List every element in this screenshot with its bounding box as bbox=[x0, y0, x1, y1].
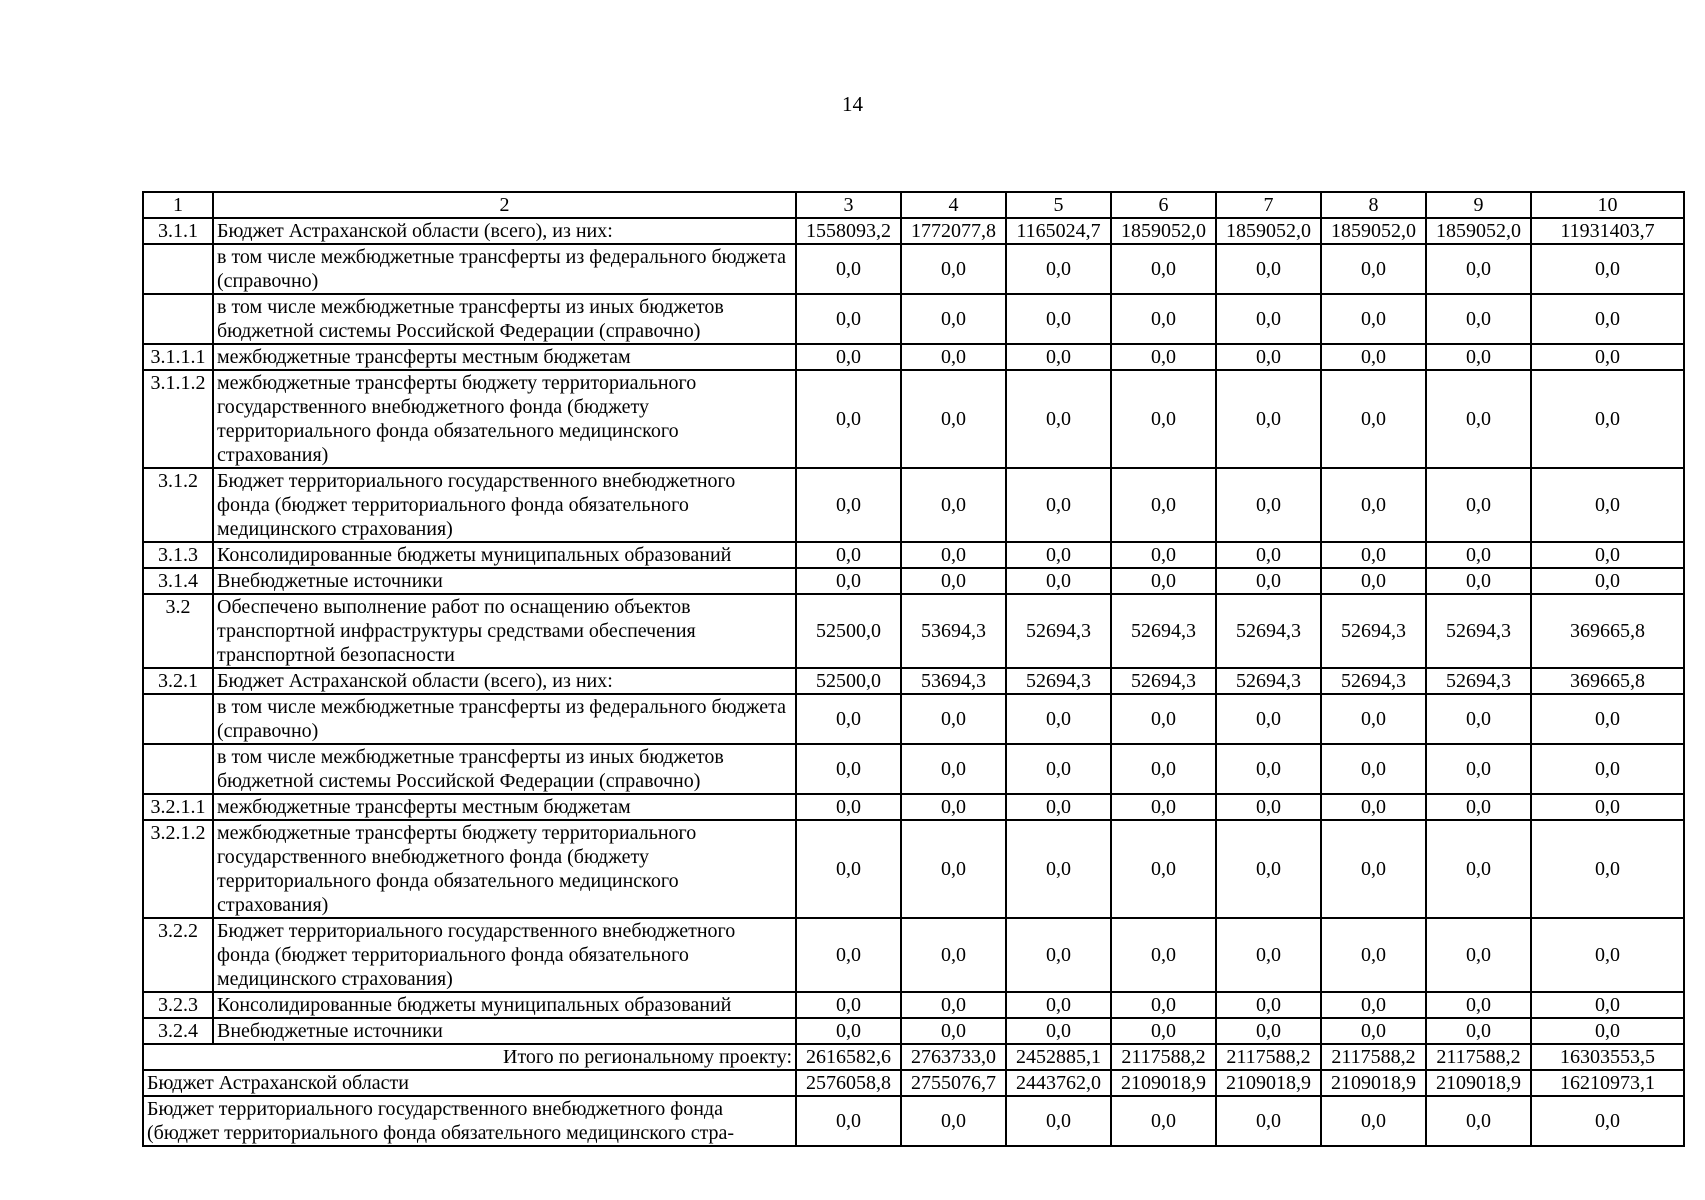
value-cell: 1859052,0 bbox=[1426, 218, 1531, 244]
value-cell: 0,0 bbox=[1321, 1018, 1426, 1044]
value-cell: 52694,3 bbox=[1216, 668, 1321, 694]
value-cell: 0,0 bbox=[1006, 794, 1111, 820]
header-cell: 9 bbox=[1426, 192, 1531, 218]
value-cell: 2443762,0 bbox=[1006, 1070, 1111, 1096]
row-name: в том числе межбюджетные трансферты из иных бюджетов бюджетной системы Российской Федерации (справочно) bbox=[213, 294, 796, 344]
value-cell: 0,0 bbox=[1111, 468, 1216, 542]
value-cell: 0,0 bbox=[1321, 820, 1426, 918]
totals-label: Итого по региональному проекту: bbox=[143, 1044, 796, 1070]
value-cell: 0,0 bbox=[901, 468, 1006, 542]
value-cell: 0,0 bbox=[1531, 992, 1684, 1018]
row-name: межбюджетные трансферты бюджету территориального государственного внебюджетного фонда (бюджету территориального фонда обязательного медицинского страхования) bbox=[213, 370, 796, 468]
value-cell: 0,0 bbox=[1321, 992, 1426, 1018]
value-cell: 0,0 bbox=[796, 468, 901, 542]
header-row bbox=[143, 192, 1684, 218]
totals-label: Бюджет территориального государственного внебюджетного фонда (бюджет территориального фонда обязательного медицинского стра- bbox=[143, 1096, 796, 1146]
row-number: 3.1.2 bbox=[143, 468, 213, 542]
value-cell: 369665,8 bbox=[1531, 668, 1684, 694]
table-row bbox=[143, 542, 1684, 568]
value-cell: 0,0 bbox=[1531, 344, 1684, 370]
page-number: 14 bbox=[842, 92, 863, 116]
value-cell: 0,0 bbox=[796, 744, 901, 794]
value-cell: 2109018,9 bbox=[1321, 1070, 1426, 1096]
row-name: в том числе межбюджетные трансферты из федерального бюджета (справочно) bbox=[213, 694, 796, 744]
value-cell: 0,0 bbox=[1111, 294, 1216, 344]
row-number: 3.2.1.2 bbox=[143, 820, 213, 918]
value-cell: 16210973,1 bbox=[1531, 1070, 1684, 1096]
table-row bbox=[143, 918, 1684, 992]
value-cell: 0,0 bbox=[1216, 1096, 1321, 1146]
value-cell: 0,0 bbox=[901, 344, 1006, 370]
value-cell: 0,0 bbox=[1111, 1018, 1216, 1044]
value-cell: 0,0 bbox=[1111, 992, 1216, 1018]
value-cell: 0,0 bbox=[1426, 344, 1531, 370]
value-cell: 0,0 bbox=[1216, 468, 1321, 542]
value-cell: 0,0 bbox=[1321, 294, 1426, 344]
value-cell: 0,0 bbox=[1111, 344, 1216, 370]
value-cell: 0,0 bbox=[796, 992, 901, 1018]
table-row bbox=[143, 294, 1684, 344]
value-cell: 0,0 bbox=[1006, 468, 1111, 542]
value-cell: 0,0 bbox=[1321, 568, 1426, 594]
value-cell: 52500,0 bbox=[796, 594, 901, 668]
value-cell: 0,0 bbox=[1111, 694, 1216, 744]
value-cell: 2117588,2 bbox=[1216, 1044, 1321, 1070]
value-cell: 0,0 bbox=[1531, 542, 1684, 568]
row-name: Обеспечено выполнение работ по оснащению объектов транспортной инфраструктуры средствами обеспечения транспортной безопасности bbox=[213, 594, 796, 668]
value-cell: 0,0 bbox=[1216, 694, 1321, 744]
value-cell: 0,0 bbox=[1111, 1096, 1216, 1146]
table-row bbox=[143, 468, 1684, 542]
header-cell: 3 bbox=[796, 192, 901, 218]
totals-row bbox=[143, 1096, 1684, 1146]
value-cell: 0,0 bbox=[901, 794, 1006, 820]
header-cell: 2 bbox=[213, 192, 796, 218]
value-cell: 0,0 bbox=[901, 244, 1006, 294]
value-cell: 0,0 bbox=[1006, 244, 1111, 294]
row-name: в том числе межбюджетные трансферты из иных бюджетов бюджетной системы Российской Федерации (справочно) bbox=[213, 744, 796, 794]
row-name: межбюджетные трансферты бюджету территориального государственного внебюджетного фонда (бюджету территориального фонда обязательного медицинского страхования) bbox=[213, 820, 796, 918]
value-cell: 52694,3 bbox=[1006, 594, 1111, 668]
value-cell: 0,0 bbox=[1321, 468, 1426, 542]
value-cell: 0,0 bbox=[1531, 568, 1684, 594]
value-cell: 2117588,2 bbox=[1321, 1044, 1426, 1070]
value-cell: 52694,3 bbox=[1111, 668, 1216, 694]
value-cell: 369665,8 bbox=[1531, 594, 1684, 668]
value-cell: 0,0 bbox=[1321, 794, 1426, 820]
value-cell: 0,0 bbox=[1006, 918, 1111, 992]
table-row bbox=[143, 568, 1684, 594]
value-cell: 0,0 bbox=[1426, 992, 1531, 1018]
value-cell: 0,0 bbox=[1426, 694, 1531, 744]
value-cell: 0,0 bbox=[1006, 344, 1111, 370]
value-cell: 16303553,5 bbox=[1531, 1044, 1684, 1070]
header-cell: 1 bbox=[143, 192, 213, 218]
value-cell: 0,0 bbox=[796, 1018, 901, 1044]
value-cell: 0,0 bbox=[796, 568, 901, 594]
value-cell: 0,0 bbox=[1321, 344, 1426, 370]
value-cell: 0,0 bbox=[796, 542, 901, 568]
totals-row bbox=[143, 1044, 1684, 1070]
value-cell: 52694,3 bbox=[1006, 668, 1111, 694]
value-cell: 0,0 bbox=[796, 694, 901, 744]
value-cell: 0,0 bbox=[1006, 1096, 1111, 1146]
value-cell: 0,0 bbox=[901, 744, 1006, 794]
value-cell: 0,0 bbox=[1531, 1018, 1684, 1044]
table-row bbox=[143, 820, 1684, 918]
row-name: Бюджет Астраханской области (всего), из них: bbox=[213, 668, 796, 694]
value-cell: 0,0 bbox=[1426, 370, 1531, 468]
row-number: 3.1.1 bbox=[143, 218, 213, 244]
value-cell: 0,0 bbox=[1216, 992, 1321, 1018]
table-row bbox=[143, 794, 1684, 820]
value-cell: 2616582,6 bbox=[796, 1044, 901, 1070]
row-number: 3.2.3 bbox=[143, 992, 213, 1018]
value-cell: 0,0 bbox=[1531, 244, 1684, 294]
value-cell: 0,0 bbox=[1006, 744, 1111, 794]
header-cell: 6 bbox=[1111, 192, 1216, 218]
value-cell: 0,0 bbox=[1216, 744, 1321, 794]
value-cell: 0,0 bbox=[796, 244, 901, 294]
value-cell: 0,0 bbox=[1531, 1096, 1684, 1146]
value-cell: 0,0 bbox=[1216, 344, 1321, 370]
table-row bbox=[143, 594, 1684, 668]
row-number: 3.2.2 bbox=[143, 918, 213, 992]
value-cell: 53694,3 bbox=[901, 668, 1006, 694]
value-cell: 0,0 bbox=[1531, 918, 1684, 992]
value-cell: 2763733,0 bbox=[901, 1044, 1006, 1070]
row-name: Бюджет Астраханской области (всего), из них: bbox=[213, 218, 796, 244]
row-number bbox=[143, 244, 213, 294]
value-cell: 0,0 bbox=[1216, 794, 1321, 820]
value-cell: 0,0 bbox=[1216, 370, 1321, 468]
value-cell: 0,0 bbox=[1531, 468, 1684, 542]
value-cell: 0,0 bbox=[1111, 820, 1216, 918]
header-cell: 5 bbox=[1006, 192, 1111, 218]
value-cell: 0,0 bbox=[1111, 542, 1216, 568]
value-cell: 0,0 bbox=[1531, 744, 1684, 794]
value-cell: 0,0 bbox=[901, 992, 1006, 1018]
row-number: 3.1.1.2 bbox=[143, 370, 213, 468]
value-cell: 0,0 bbox=[1321, 694, 1426, 744]
row-number: 3.1.4 bbox=[143, 568, 213, 594]
value-cell: 0,0 bbox=[1531, 820, 1684, 918]
value-cell: 0,0 bbox=[1006, 568, 1111, 594]
value-cell: 0,0 bbox=[796, 294, 901, 344]
budget-table bbox=[142, 191, 1685, 1147]
table-row bbox=[143, 668, 1684, 694]
value-cell: 2117588,2 bbox=[1426, 1044, 1531, 1070]
value-cell: 0,0 bbox=[1216, 1018, 1321, 1044]
value-cell: 0,0 bbox=[901, 820, 1006, 918]
row-name: межбюджетные трансферты местным бюджетам bbox=[213, 794, 796, 820]
table-row bbox=[143, 218, 1684, 244]
value-cell: 0,0 bbox=[1321, 542, 1426, 568]
value-cell: 0,0 bbox=[1216, 820, 1321, 918]
value-cell: 1859052,0 bbox=[1111, 218, 1216, 244]
value-cell: 0,0 bbox=[1006, 694, 1111, 744]
row-number bbox=[143, 694, 213, 744]
value-cell: 2576058,8 bbox=[796, 1070, 901, 1096]
value-cell: 2117588,2 bbox=[1111, 1044, 1216, 1070]
row-name: Консолидированные бюджеты муниципальных образований bbox=[213, 542, 796, 568]
value-cell: 0,0 bbox=[901, 918, 1006, 992]
table-row bbox=[143, 992, 1684, 1018]
value-cell: 0,0 bbox=[901, 1018, 1006, 1044]
value-cell: 0,0 bbox=[1006, 542, 1111, 568]
table-row bbox=[143, 694, 1684, 744]
row-name: Бюджет территориального государственного внебюджетного фонда (бюджет территориального фонда обязательного медицинского страхования) bbox=[213, 468, 796, 542]
value-cell: 0,0 bbox=[1006, 370, 1111, 468]
row-name: Внебюджетные источники bbox=[213, 568, 796, 594]
header-cell: 7 bbox=[1216, 192, 1321, 218]
table-row bbox=[143, 1018, 1684, 1044]
value-cell: 53694,3 bbox=[901, 594, 1006, 668]
value-cell: 0,0 bbox=[1531, 694, 1684, 744]
row-number: 3.2.1.1 bbox=[143, 794, 213, 820]
header-cell: 8 bbox=[1321, 192, 1426, 218]
table-row bbox=[143, 370, 1684, 468]
value-cell: 52694,3 bbox=[1426, 668, 1531, 694]
value-cell: 0,0 bbox=[796, 344, 901, 370]
value-cell: 52500,0 bbox=[796, 668, 901, 694]
value-cell: 0,0 bbox=[1426, 468, 1531, 542]
totals-label: Бюджет Астраханской области bbox=[143, 1070, 796, 1096]
value-cell: 0,0 bbox=[1426, 744, 1531, 794]
value-cell: 0,0 bbox=[1111, 794, 1216, 820]
value-cell: 0,0 bbox=[1216, 294, 1321, 344]
value-cell: 52694,3 bbox=[1321, 668, 1426, 694]
value-cell: 0,0 bbox=[1321, 918, 1426, 992]
value-cell: 0,0 bbox=[901, 542, 1006, 568]
value-cell: 0,0 bbox=[1531, 294, 1684, 344]
value-cell: 1558093,2 bbox=[796, 218, 901, 244]
table-row bbox=[143, 344, 1684, 370]
value-cell: 0,0 bbox=[796, 918, 901, 992]
row-number bbox=[143, 744, 213, 794]
value-cell: 0,0 bbox=[1006, 820, 1111, 918]
value-cell: 52694,3 bbox=[1426, 594, 1531, 668]
row-number: 3.1.1.1 bbox=[143, 344, 213, 370]
row-number bbox=[143, 294, 213, 344]
value-cell: 0,0 bbox=[1111, 370, 1216, 468]
value-cell: 0,0 bbox=[1426, 1018, 1531, 1044]
value-cell: 2755076,7 bbox=[901, 1070, 1006, 1096]
value-cell: 0,0 bbox=[1006, 1018, 1111, 1044]
table-row bbox=[143, 744, 1684, 794]
value-cell: 0,0 bbox=[1426, 568, 1531, 594]
value-cell: 0,0 bbox=[1426, 294, 1531, 344]
row-number: 3.2 bbox=[143, 594, 213, 668]
value-cell: 0,0 bbox=[1216, 542, 1321, 568]
value-cell: 1165024,7 bbox=[1006, 218, 1111, 244]
value-cell: 0,0 bbox=[1321, 744, 1426, 794]
row-name: Внебюджетные источники bbox=[213, 1018, 796, 1044]
value-cell: 0,0 bbox=[901, 294, 1006, 344]
value-cell: 2452885,1 bbox=[1006, 1044, 1111, 1070]
value-cell: 0,0 bbox=[1006, 294, 1111, 344]
value-cell: 0,0 bbox=[901, 370, 1006, 468]
value-cell: 1772077,8 bbox=[901, 218, 1006, 244]
value-cell: 0,0 bbox=[796, 820, 901, 918]
value-cell: 0,0 bbox=[1426, 244, 1531, 294]
value-cell: 1859052,0 bbox=[1216, 218, 1321, 244]
value-cell: 0,0 bbox=[1426, 794, 1531, 820]
row-number: 3.2.4 bbox=[143, 1018, 213, 1044]
value-cell: 0,0 bbox=[1216, 568, 1321, 594]
header-cell: 4 bbox=[901, 192, 1006, 218]
value-cell: 0,0 bbox=[1426, 820, 1531, 918]
row-number: 3.1.3 bbox=[143, 542, 213, 568]
value-cell: 0,0 bbox=[1006, 992, 1111, 1018]
value-cell: 0,0 bbox=[1111, 568, 1216, 594]
value-cell: 0,0 bbox=[796, 1096, 901, 1146]
row-number: 3.2.1 bbox=[143, 668, 213, 694]
value-cell: 52694,3 bbox=[1321, 594, 1426, 668]
value-cell: 0,0 bbox=[1531, 794, 1684, 820]
value-cell: 0,0 bbox=[901, 694, 1006, 744]
value-cell: 2109018,9 bbox=[1216, 1070, 1321, 1096]
value-cell: 52694,3 bbox=[1111, 594, 1216, 668]
value-cell: 1859052,0 bbox=[1321, 218, 1426, 244]
value-cell: 52694,3 bbox=[1216, 594, 1321, 668]
value-cell: 0,0 bbox=[1321, 1096, 1426, 1146]
value-cell: 11931403,7 bbox=[1531, 218, 1684, 244]
value-cell: 2109018,9 bbox=[1111, 1070, 1216, 1096]
value-cell: 0,0 bbox=[1426, 918, 1531, 992]
value-cell: 0,0 bbox=[1216, 244, 1321, 294]
value-cell: 0,0 bbox=[796, 370, 901, 468]
value-cell: 0,0 bbox=[796, 794, 901, 820]
value-cell: 0,0 bbox=[901, 1096, 1006, 1146]
table-row bbox=[143, 244, 1684, 294]
value-cell: 0,0 bbox=[1531, 370, 1684, 468]
value-cell: 0,0 bbox=[901, 568, 1006, 594]
value-cell: 0,0 bbox=[1216, 918, 1321, 992]
row-name: Консолидированные бюджеты муниципальных образований bbox=[213, 992, 796, 1018]
header-cell: 10 bbox=[1531, 192, 1684, 218]
value-cell: 0,0 bbox=[1111, 244, 1216, 294]
value-cell: 0,0 bbox=[1426, 542, 1531, 568]
value-cell: 0,0 bbox=[1321, 370, 1426, 468]
value-cell: 2109018,9 bbox=[1426, 1070, 1531, 1096]
row-name: Бюджет территориального государственного внебюджетного фонда (бюджет территориального фонда обязательного медицинского страхования) bbox=[213, 918, 796, 992]
value-cell: 0,0 bbox=[1111, 744, 1216, 794]
totals-row bbox=[143, 1070, 1684, 1096]
row-name: межбюджетные трансферты местным бюджетам bbox=[213, 344, 796, 370]
value-cell: 0,0 bbox=[1321, 244, 1426, 294]
value-cell: 0,0 bbox=[1426, 1096, 1531, 1146]
row-name: в том числе межбюджетные трансферты из федерального бюджета (справочно) bbox=[213, 244, 796, 294]
value-cell: 0,0 bbox=[1111, 918, 1216, 992]
